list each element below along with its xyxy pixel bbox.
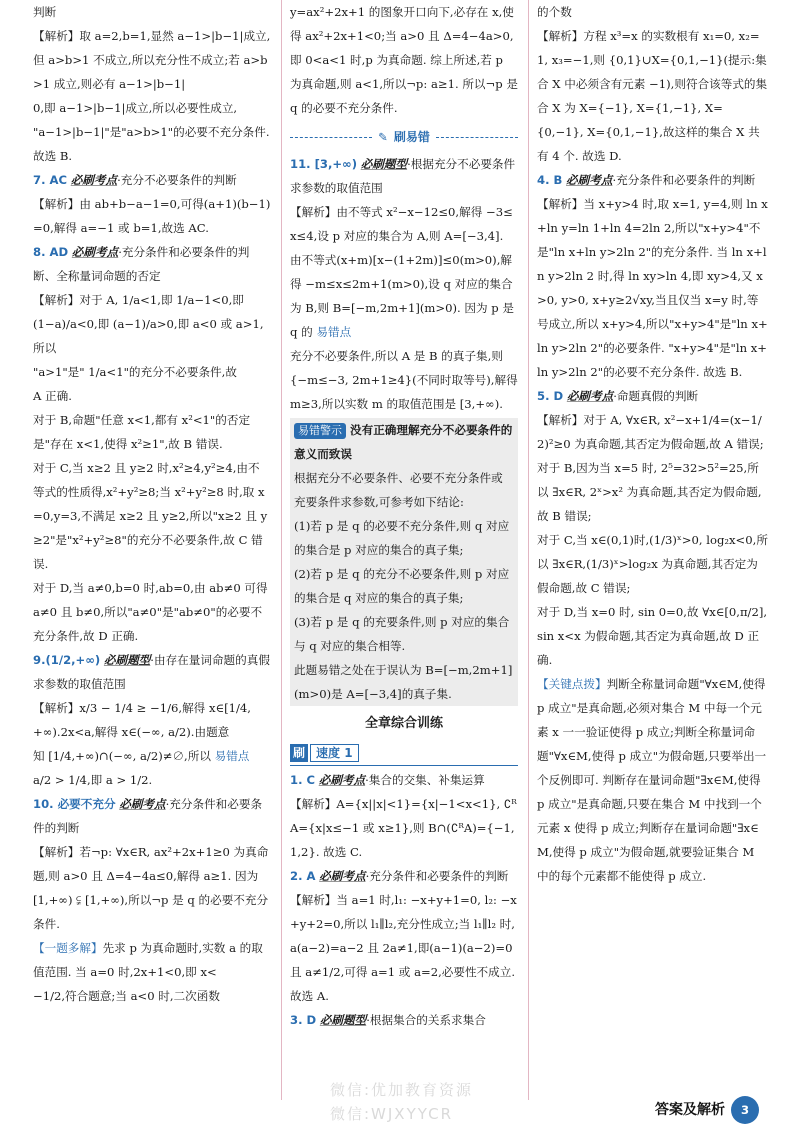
speed-badge: 刷 [290, 744, 308, 762]
warning-title: 没有正确理解充分不必要条件的意义而致误 [294, 423, 513, 461]
question-tag: 必刷考点 [566, 389, 614, 403]
text-line: 判断 [33, 5, 57, 19]
column-1 [33, 0, 271, 1008]
solution-text: 【解析】由不等式 x²−x−12≤0,解得 −3≤x≤4,设 p 对应的集合为 A,则 A=[−3,4]. 由不等式(x+m)[x−(1+2m)]≤0(m>0),解得 −m≤x≤2m+1(m>0),设 q 对应的集合为 B,则 B=[−m,2m+1](m>0). 因为 p 是 q 的 易错点 [290, 205, 514, 339]
solution-text: 【解析】当 a=1 时,l₁: −x+y+1=0, l₂: −x+y+2=0,所以 l₁∥l₂,充分性成立;当 l₁∥l₂ 时,a(a−2)=a−2 且 2a≠1,即(a−1)(a−2)=0 且 a≠1/2,可得 a=1 或 a=2,必要性不成立. 故选 A. [290, 893, 517, 1003]
solution-text: 对于 B,命题"任意 x<1,都有 x²<1"的否定是"存在 x<1,使得 x²≥1",故 B 错误. [33, 413, 251, 451]
question-topic: ·由存在量词命题的真假求参数的取值范围 [33, 653, 270, 691]
question-number: 2. A [290, 869, 316, 883]
column-2 [290, 0, 518, 1032]
pencil-icon: ✎ [378, 130, 388, 144]
question-topic: ·根据充分不必要条件求参数的取值范围 [290, 157, 516, 195]
solution-text: 对于 C,当 x∈(0,1)时,(1/3)ˣ>0, log₂x<0,所以 ∃x∈R,(1/3)ˣ>log₂x 为真命题,其否定为假命题,故 C 错误; [537, 533, 768, 595]
warning-text: (2)若 p 是 q 的充分不必要条件,则 p 对应的集合是 q 对应的集合的真子集; [294, 567, 510, 605]
question-topic: ·充分条件和必要条件的判断 [365, 869, 509, 883]
question-number: 1. C [290, 773, 316, 787]
question-tag: 必刷考点 [71, 245, 119, 259]
solution-text: −1/2,符合题意;当 a<0 时,二次函数 [33, 989, 220, 1003]
solution-text: 充分不必要条件,所以 A 是 B 的真子集,则 {−m≤−3, 2m+1≥4}(不同时取等号),解得 m≥3,所以实数 m 的取值范围是 [3,+∞). [290, 349, 518, 411]
question-8 [33, 240, 271, 288]
solution-text: 对于 C,当 x≥2 且 y≥2 时,x²≥4,y²≥4,由不等式的性质得,x²+y²≥8;当 x²+y²≥8 时,取 x=0,y=3,不满足 x≥2 且 y≥2,所以"x≥2 且 y≥2"是"x²+y²≥8"的充分不必要条件,故 C 错误. [33, 461, 268, 571]
solution-text: "a>1"是" 1/a<1"的充分不必要条件,故 [33, 365, 237, 379]
page-footer [655, 1096, 759, 1124]
question-2 [290, 864, 518, 888]
question-9 [33, 648, 271, 696]
question-number: 8. AD [33, 245, 69, 259]
question-topic: ·根据集合的关系求集合 [366, 1013, 486, 1027]
question-tag: 必刷考点 [318, 773, 366, 787]
watermark-line: 微信:WJXYYCR [330, 1105, 453, 1123]
section-title: 刷易错 [393, 130, 430, 144]
solution-text: 知 [1/4,+∞)∩(−∞, a/2)≠∅,所以 易错点 [33, 749, 250, 763]
column-3 [537, 0, 769, 888]
question-number: 5. D [537, 389, 564, 403]
warning-badge: 易错警示 [294, 423, 346, 439]
question-1 [290, 768, 518, 792]
warning-text: 此题易错之处在于误认为 B=[−m,2m+1](m>0)是 A=[−3,4]的真子集. [294, 663, 513, 701]
question-topic: ·集合的交集、补集运算 [365, 773, 485, 787]
footer-label: 答案及解析 [655, 1102, 725, 1118]
chapter-review-title: 全章综合训练 [364, 716, 443, 731]
watermark-line: 微信:优加教育资源 [330, 1081, 474, 1099]
solution-text: y=ax²+2x+1 的图象开口向下,必存在 x,使得 ax²+2x+1<0;当 a>0 且 Δ=4−4a>0,即 0<a<1 时,p 为真命题. 综上所述,若 p 为真命题,则 a<1,所以¬p: a≥1. 所以¬p 是 q 的必要不充分条件. [290, 5, 518, 115]
text-line: "a−1>|b−1|"是"a>b>1"的必要不充分条件. 故选 B. [33, 125, 270, 163]
solution-text: a/2 > 1/4,即 a > 1/2. [33, 773, 153, 787]
text-line: 的个数 [537, 5, 572, 19]
key-point-text: 【关键点拨】判断全称量词命题"∀x∈M,使得 p 成立"是真命题,必须对集合 M 中每一个元素 x 一一验证使得 p 成立;判断全称量词命题"∀x∈M,使得 p 成立"为假命题,只要举出一个反例即可. 判断存在量词命题"∃x∈M,使得 p 成立"是真命题,只要在集合 M 中找到一个元素 x 使得 p 成立;判断存在量词命题"∃x∈M,使得 p 成立"为假命题,就要验证集合 M 中的每个元素都不能使得 p 成立. [537, 677, 767, 883]
question-tag: 必刷题型 [103, 653, 151, 667]
solution-text: 【解析】x/3 − 1/4 ≥ −1/6,解得 x∈[1/4, [33, 701, 251, 715]
question-topic: ·充分条件和必要条件的判断、全称量词命题的否定 [33, 245, 250, 283]
solution-text: A 正确. [33, 389, 72, 403]
question-4 [537, 168, 769, 192]
question-tag: 必刷考点 [566, 173, 613, 187]
solution-text: 【解析】由 ab+b−a−1=0,可得(a+1)(b−1)=0,解得 a=−1 或 b=1,故选 AC. [33, 197, 271, 235]
question-7 [33, 168, 271, 192]
question-number: 9.(1/2,+∞) [33, 653, 101, 667]
solution-text: 【解析】当 x+y>4 时,取 x=1, y=4,则 ln x+ln y=ln 1+ln 4=2ln 2,所以"x+y>4"不是"ln x+ln y>2ln 2"的充分条件. 当 ln x+ln y>2ln 2 时,得 ln xy>ln 4,即 xy>4,又 x>0, y>0, x+y≥2√xy,当且仅当 x=y 时,等号成立,所以 x+y>4,所以"x+y>4"是"ln x+ln y>2ln 2"的必要条件. "x+y>4"是"ln x+ln y>2ln 2"的必要不充分条件. 故选 B. [537, 197, 768, 379]
warning-text: (3)若 p 是 q 的充要条件,则 p 对应的集合与 q 对应的集合相等. [294, 615, 510, 653]
solution-text: 【解析】若¬p: ∀x∈R, ax²+2x+1≥0 为真命题,则 a>0 且 Δ=4−4a≤0,解得 a≥1. 因为 [1,+∞) ⫋ [1,+∞),所以¬p 是 q 的必要不充分条件. [33, 845, 269, 931]
column-divider-1 [281, 0, 282, 1100]
solution-text: 对于 B,因为当 x=5 时, 2⁵=32>5²=25,所以 ∃x∈R, 2ˣ>x² 为真命题,其否定为假命题,故 B 错误; [537, 461, 762, 523]
text-line: 0,即 a−1>|b−1|成立,所以必要性成立, [33, 101, 238, 115]
multi-solution-label: 【一题多解】 [33, 941, 103, 955]
solution-text: 【解析】方程 x³=x 的实数根有 x₁=0, x₂=1, x₃=−1,则 {0,1}∪X={0,1,−1}(提示:集合 X 中必须含有元素 −1),则符合该等式的集合 X 为 X={−1}, X={1,−1}, X={0,−1}, X={0,1,−1},故这样的集合 X 共有 4 个. 故选 D. [537, 29, 768, 163]
question-10 [33, 792, 271, 840]
question-topic: ·充分不必要条件的判断 [117, 173, 237, 187]
question-5 [537, 384, 769, 408]
solution-text: 对于 D,当 a≠0,b=0 时,ab=0,由 ab≠0 可得 a≠0 且 b≠0,所以"a≠0"是"ab≠0"的必要不充分条件,故 D 正确. [33, 581, 268, 643]
solution-text: 【解析】对于 A, 1/a<1,即 1/a−1<0,即 [33, 293, 244, 307]
section-header-errors [290, 124, 518, 150]
question-number: 10. 必要不充分 [33, 797, 116, 811]
warning-text: 根据充分不必要条件、必要不充分条件或充要条件求参数,可参考如下结论: [294, 471, 503, 509]
text-line: 【解析】取 a=2,b=1,显然 a−1>|b−1|成立,但 a>b>1 不成立,所以充分性不成立;若 a>b>1 成立,则必有 a−1>|b−1| [33, 29, 271, 91]
solution-text: +∞).2x<a,解得 x∈(−∞, a/2).由题意 [33, 725, 230, 739]
error-point-label: 易错点 [214, 749, 250, 763]
question-topic: ·充分条件和必要条件的判断 [612, 173, 756, 187]
solution-text: (1−a)/a<0,即 (a−1)/a>0,即 a<0 或 a>1,所以 [33, 317, 264, 355]
solution-text: 对于 D,当 x=0 时, sin 0=0,故 ∀x∈[0,π/2], sin x<x 为假命题,其否定为真命题,故 D 正确. [537, 605, 768, 667]
warning-heading [294, 418, 514, 466]
question-number: 3. D [290, 1013, 317, 1027]
question-number: 11. [3,+∞) [290, 157, 358, 171]
question-topic: ·命题真假的判断 [613, 389, 699, 403]
key-point-label: 【关键点拨】 [537, 677, 607, 691]
question-3 [290, 1008, 518, 1032]
question-tag: 必刷考点 [119, 797, 166, 811]
warning-text: (1)若 p 是 q 的必要不充分条件,则 q 对应的集合是 p 对应的集合的真子集; [294, 519, 510, 557]
speed-label: 速度 1 [310, 744, 359, 762]
solution-text: 【解析】A={x||x|<1}={x|−1<x<1}, ∁ᴿA={x|x≤−1 或 x≥1},则 B∩(∁ᴿA)={−1,1,2}. 故选 C. [290, 797, 517, 859]
question-tag: 必刷题型 [319, 1013, 367, 1027]
page-number: 3 [731, 1096, 759, 1124]
question-tag: 必刷题型 [360, 157, 408, 171]
question-11 [290, 152, 518, 200]
solution-text: 【一题多解】先求 p 为真命题时,实数 a 的取值范围. 当 a=0 时,2x+1<0,即 x< [33, 941, 263, 979]
question-number: 4. B [537, 173, 563, 187]
column-divider-2 [528, 0, 529, 1100]
question-number: 7. AC [33, 173, 67, 187]
speed-section-header [290, 740, 518, 766]
question-topic: ·充分条件和必要条件的判断 [33, 797, 263, 835]
error-warning-box [290, 418, 518, 706]
error-point-label: 易错点 [316, 325, 352, 339]
solution-text: 【解析】对于 A, ∀x∈R, x²−x+1/4=(x−1/2)²≥0 为真命题,其否定为假命题,故 A 错误; [537, 413, 764, 451]
question-tag: 必刷考点 [319, 869, 366, 883]
question-tag: 必刷考点 [70, 173, 118, 187]
